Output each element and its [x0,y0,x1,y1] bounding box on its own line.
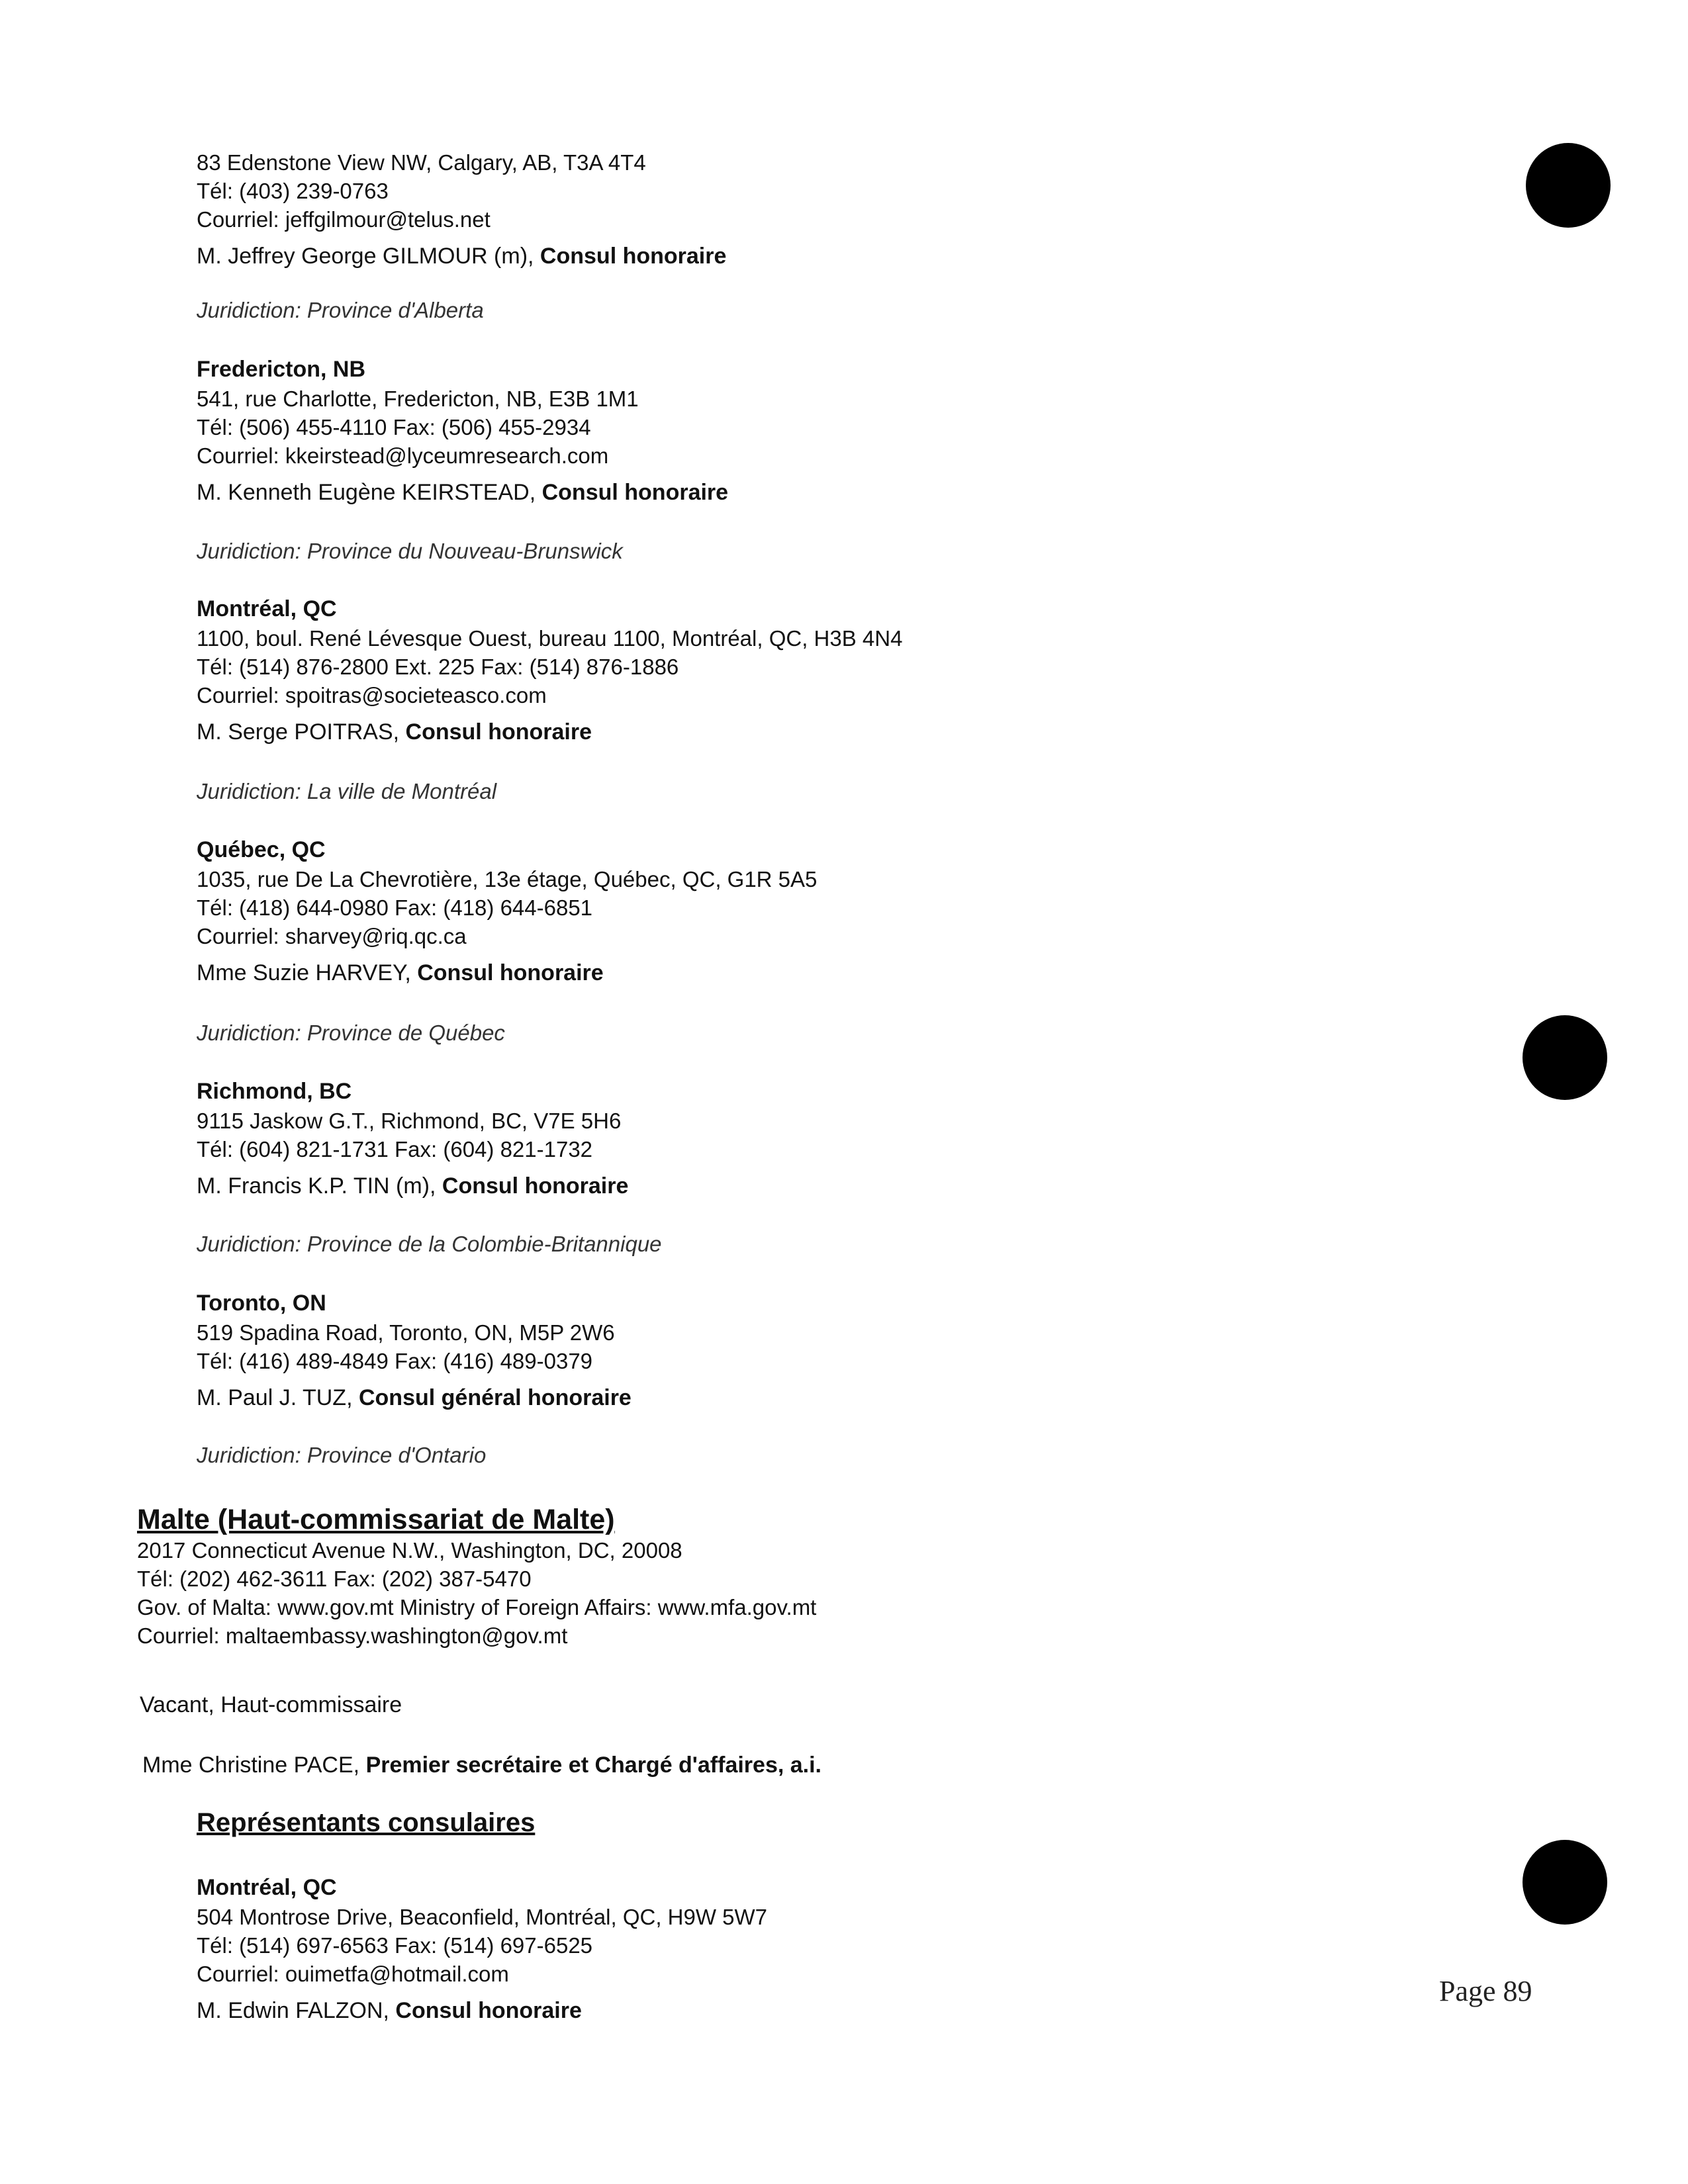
consul-title: Consul honoraire [541,480,729,505]
telephone: Tél: (202) 462-3611 Fax: (202) 387-5470 [137,1567,532,1591]
consul-title: Consul honoraire [442,1173,629,1199]
consul-name-line [197,958,1454,988]
city-heading: Québec, QC [197,837,326,862]
person-name: M. Edwin FALZON, [197,1998,396,2023]
malta-contact [137,1536,1395,1650]
telephone: Tél: (604) 821-1731 Fax: (604) 821-1732 [197,1137,593,1161]
consul-title: Consul honoraire [539,244,727,269]
fredericton-entry [197,355,1454,508]
email: Courriel: kkeirstead@lyceumresearch.com [197,443,609,468]
jurisdiction: Juridiction: La ville de Montréal [197,779,497,803]
consul-title: Consul honoraire [395,1998,582,2023]
richmond-entry [197,1077,1454,1201]
person-name: M. Jeffrey George GILMOUR (m), [197,244,540,269]
telephone: Tél: (416) 489-4849 Fax: (416) 489-0379 [197,1349,593,1373]
toronto-entry [197,1289,1454,1413]
address: 541, rue Charlotte, Fredericton, NB, E3B 1M1 [197,387,639,411]
quebec-entry [197,835,1454,988]
jurisdiction: Juridiction: Province d'Alberta [197,298,484,322]
malta-montreal-entry [197,1873,1454,2026]
telephone: Tél: (506) 455-4110 Fax: (506) 455-2934 [197,415,591,439]
jurisdiction: Juridiction: Province du Nouveau-Brunswick [197,539,623,563]
person-name: Mme Christine PACE, [142,1752,366,1778]
consul-name-line [197,1171,1454,1201]
person-name: M. Francis K.P. TIN (m), [197,1173,442,1199]
email: Courriel: sharvey@riq.qc.ca [197,924,467,948]
telephone: Tél: (418) 644-0980 Fax: (418) 644-6851 [197,895,593,920]
calgary-entry [197,148,1454,271]
person-name: M. Serge POITRAS, [197,719,406,745]
websites: Gov. of Malta: www.gov.mt Ministry of Foreign Affairs: www.mfa.gov.mt [137,1595,817,1619]
address: 9115 Jaskow G.T., Richmond, BC, V7E 5H6 [197,1109,622,1133]
charge-affaires-line [142,1751,821,1780]
consul-title: Consul honoraire [405,719,592,745]
telephone: Tél: (403) 239-0763 [197,179,389,203]
high-commissioner-vacant: Vacant, Haut-commissaire [140,1692,402,1717]
telephone: Tél: (514) 697-6563 Fax: (514) 697-6525 [197,1933,593,1958]
city-heading: Toronto, ON [197,1291,326,1316]
charge-affaires-title: Premier secrétaire et Chargé d'affaires, a.i. [365,1752,821,1778]
address: 2017 Connecticut Avenue N.W., Washington, DC, 20008 [137,1538,682,1563]
city-heading: Montréal, QC [197,596,337,621]
city-heading: Fredericton, NB [197,357,366,382]
address: 1035, rue De La Chevrotière, 13e étage, Québec, QC, G1R 5A5 [197,867,818,891]
city-heading: Montréal, QC [197,1875,337,1900]
person-name: M. Paul J. TUZ, [197,1385,359,1410]
email: Courriel: ouimetfa@hotmail.com [197,1962,509,1986]
page-number: Page 89 [1439,1975,1532,2007]
address: 1100, boul. René Lévesque Ouest, bureau 1100, Montréal, QC, H3B 4N4 [197,626,903,651]
email: Courriel: maltaembassy.washington@gov.mt [137,1623,568,1648]
city-heading: Richmond, BC [197,1079,352,1104]
jurisdiction: Juridiction: Province de la Colombie-Britannique [197,1232,662,1256]
address: 504 Montrose Drive, Beaconfield, Montréal, QC, H9W 5W7 [197,1905,768,1929]
consul-name-line [197,1995,1454,2026]
address: 519 Spadina Road, Toronto, ON, M5P 2W6 [197,1320,615,1345]
consular-representatives-heading: Représentants consulaires [197,1808,536,1837]
address: 83 Edenstone View NW, Calgary, AB, T3A 4T4 [197,150,646,175]
montreal-entry [197,594,1454,747]
person-name: Mme Suzie HARVEY, [197,960,418,985]
binder-hole-top [1526,143,1611,228]
consul-title: Consul général honoraire [358,1385,632,1410]
consul-title: Consul honoraire [417,960,604,985]
binder-hole-middle [1523,1015,1607,1100]
jurisdiction: Juridiction: Province de Québec [197,1021,505,1045]
email: Courriel: spoitras@societeasco.com [197,683,547,707]
malta-heading: Malte (Haut-commissariat de Malte) [137,1504,615,1535]
consul-name-line [197,241,1454,271]
telephone: Tél: (514) 876-2800 Ext. 225 Fax: (514) 876-1886 [197,655,679,679]
consul-name-line [197,1383,1454,1413]
consul-name-line [197,717,1454,747]
email: Courriel: jeffgilmour@telus.net [197,207,491,232]
binder-hole-bottom [1523,1840,1607,1925]
consul-name-line [197,477,1454,508]
jurisdiction: Juridiction: Province d'Ontario [197,1443,487,1467]
person-name: M. Kenneth Eugène KEIRSTEAD, [197,480,542,505]
